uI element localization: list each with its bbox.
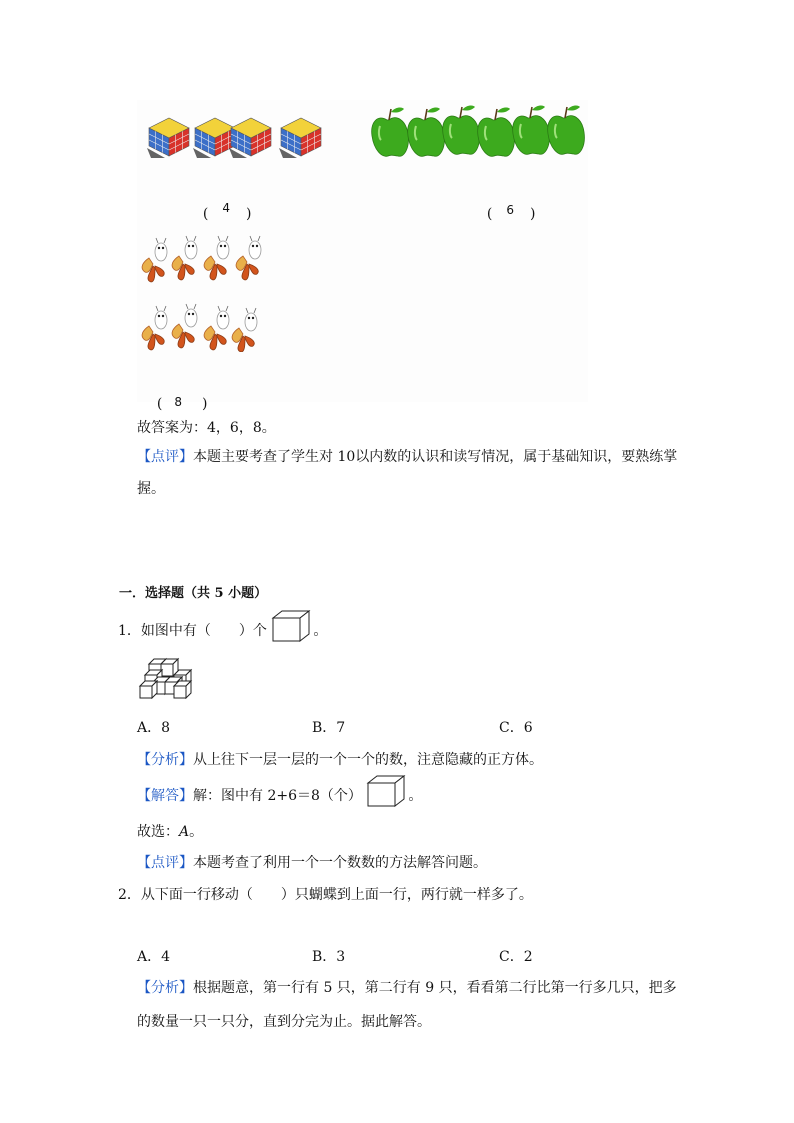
butterflies-image <box>137 232 277 352</box>
q1-option-c[interactable]: C．6 <box>499 720 533 736</box>
q1-choice: 故选：A。 <box>137 824 204 840</box>
q2-analysis-cont: 的数量一只一只分，直到分完为止。据此解答。 <box>137 1014 431 1030</box>
q1-option-a[interactable]: A．8 <box>137 720 171 736</box>
q1-review: 【点评】本题考查了利用一个一个数数的方法解答问题。 <box>137 855 487 871</box>
q1-analysis: 【分析】从上往下一层一层的一个一个的数，注意隐藏的正方体。 <box>137 752 543 768</box>
apples-image <box>368 100 586 158</box>
review-text: 本题主要考查了学生对 10以内数的认识和读写情况，属于基础知识，要熟练掌 <box>193 449 678 465</box>
section-title: 一．选择题（共 5 小题） <box>119 586 268 601</box>
answer-line: 故答案为：4，6，8。 <box>137 420 276 436</box>
q1-solution: 【解答】解：图中有 2+6＝8（个） 。 <box>137 784 422 808</box>
review-1 <box>137 446 677 466</box>
q2-option-b[interactable]: B．3 <box>312 949 346 965</box>
review-tag: 【点评】 <box>137 449 193 465</box>
cubes-answer: 4 <box>222 201 231 215</box>
rubik-cubes-image <box>137 112 327 158</box>
apples-answer-paren: ( 6 ) <box>486 203 536 222</box>
butterflies-answer-paren: ( 8 ) <box>156 395 208 412</box>
stacked-cubes-figure <box>138 657 194 699</box>
q1-option-b[interactable]: B．7 <box>312 720 346 736</box>
cube-icon <box>366 774 406 808</box>
cube-icon <box>271 609 311 643</box>
q2-analysis: 【分析】根据题意，第一行有 5 只，第二行有 9 只，看看第二行比第一行多几只，把多 <box>137 980 677 996</box>
q2-option-c[interactable]: C．2 <box>499 949 533 965</box>
q2-option-a[interactable]: A．4 <box>137 949 171 965</box>
cubes-answer-paren: ( 4 ) <box>202 201 252 222</box>
butterflies-answer: 8 <box>174 395 183 409</box>
question-1-stem: 1．如图中有（ ）个 。 <box>118 619 327 643</box>
apples-answer: 6 <box>506 203 515 217</box>
question-2-stem: 2．从下面一行移动（ ）只蝴蝶到上面一行，两行就一样多了。 <box>118 887 533 903</box>
review-1-cont: 握。 <box>137 481 165 497</box>
